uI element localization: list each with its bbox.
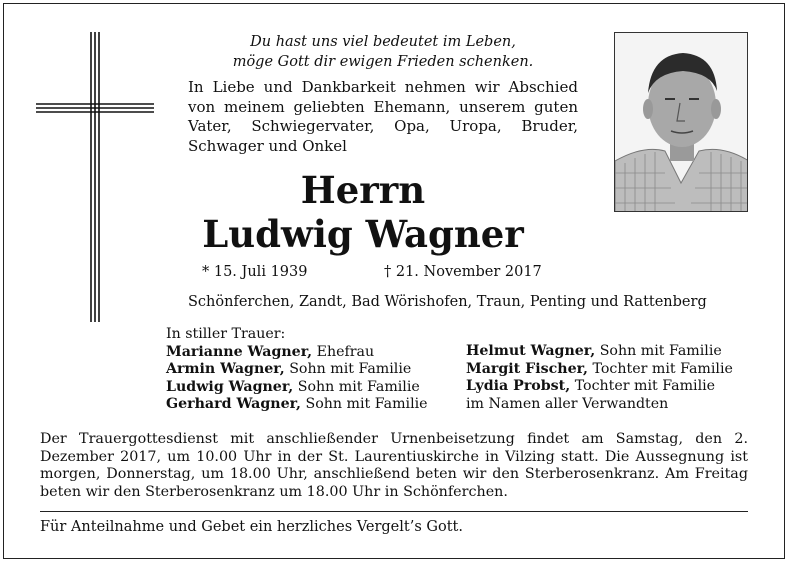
- mourner-name: Margit Fischer,: [466, 360, 588, 377]
- quote-line-1: Du hast uns viel bedeutet im Leben,: [250, 34, 516, 50]
- mourner-entry: [166, 361, 428, 379]
- mourner-entry: [166, 379, 428, 397]
- portrait-illustration: [615, 33, 748, 212]
- mourner-relation: Tochter mit Familie: [574, 378, 716, 394]
- cross-icon: [36, 32, 154, 322]
- mourner-relation: Sohn mit Familie: [305, 396, 428, 412]
- mourner-entry: [166, 344, 428, 362]
- mourners-right: [466, 343, 733, 413]
- salutation: Herrn: [300, 168, 426, 212]
- mourner-relation: Ehefrau: [316, 343, 375, 360]
- deceased-name: Ludwig Wagner: [202, 212, 524, 256]
- portrait-photo: [614, 32, 748, 212]
- memorial-quote: [188, 32, 578, 72]
- mourner-relation: Sohn mit Familie: [297, 378, 420, 395]
- birth-date: * 15. Juli 1939: [202, 264, 308, 280]
- mourner-name: Helmut Wagner,: [466, 343, 596, 359]
- mourner-name: Gerhard Wagner,: [166, 396, 301, 412]
- mourner-name: Lydia Probst,: [466, 378, 571, 394]
- mourner-entry: [466, 378, 733, 396]
- mourner-name: Marianne Wagner,: [166, 343, 313, 360]
- mourners-heading: In stiller Trauer:: [166, 326, 286, 342]
- mourner-entry: [466, 343, 733, 361]
- service-notice: Der Trauergottesdienst mit anschließender Urnenbeisetzung findet am Samstag, den 2. Dezember 2017, um 10.00 Uhr in der St. Laurentiuskirche in Vilzing statt. Die Aussegnung ist morgen, Donnerstag, um 18.00 Uhr, anschließend beten wir den Sterberosenkranz. Am Freitag beten wir den Sterberosenkranz um 18.00 Uhr in Schönferchen.: [40, 431, 748, 500]
- divider: [40, 511, 748, 512]
- mourner-relation: im Namen aller Verwandten: [466, 395, 669, 412]
- mourner-entry: [466, 361, 733, 379]
- mourner-entry: [466, 396, 733, 414]
- quote-line-2: möge Gott dir ewigen Frieden schenken.: [232, 54, 534, 70]
- mourner-relation: Sohn mit Familie: [289, 361, 412, 377]
- mourner-name: Armin Wagner,: [166, 361, 285, 377]
- mourner-name: Ludwig Wagner,: [166, 378, 294, 395]
- mourner-entry: [166, 396, 428, 414]
- mourner-relation: Sohn mit Familie: [599, 343, 722, 359]
- mourners-left: [166, 326, 428, 414]
- intro-text: In Liebe und Dankbarkeit nehmen wir Abschied von meinem geliebten Ehemann, unserem guten Vater, Schwiegervater, Opa, Uropa, Bruder, Schwager und Onkel: [188, 78, 578, 155]
- death-date: † 21. November 2017: [384, 264, 542, 280]
- mourner-relation: Tochter mit Familie: [592, 360, 733, 377]
- places-list: Schönferchen, Zandt, Bad Wörishofen, Traun, Penting und Rattenberg: [188, 294, 707, 310]
- thanks-line: Für Anteilnahme und Gebet ein herzliches Vergelt’s Gott.: [40, 519, 463, 535]
